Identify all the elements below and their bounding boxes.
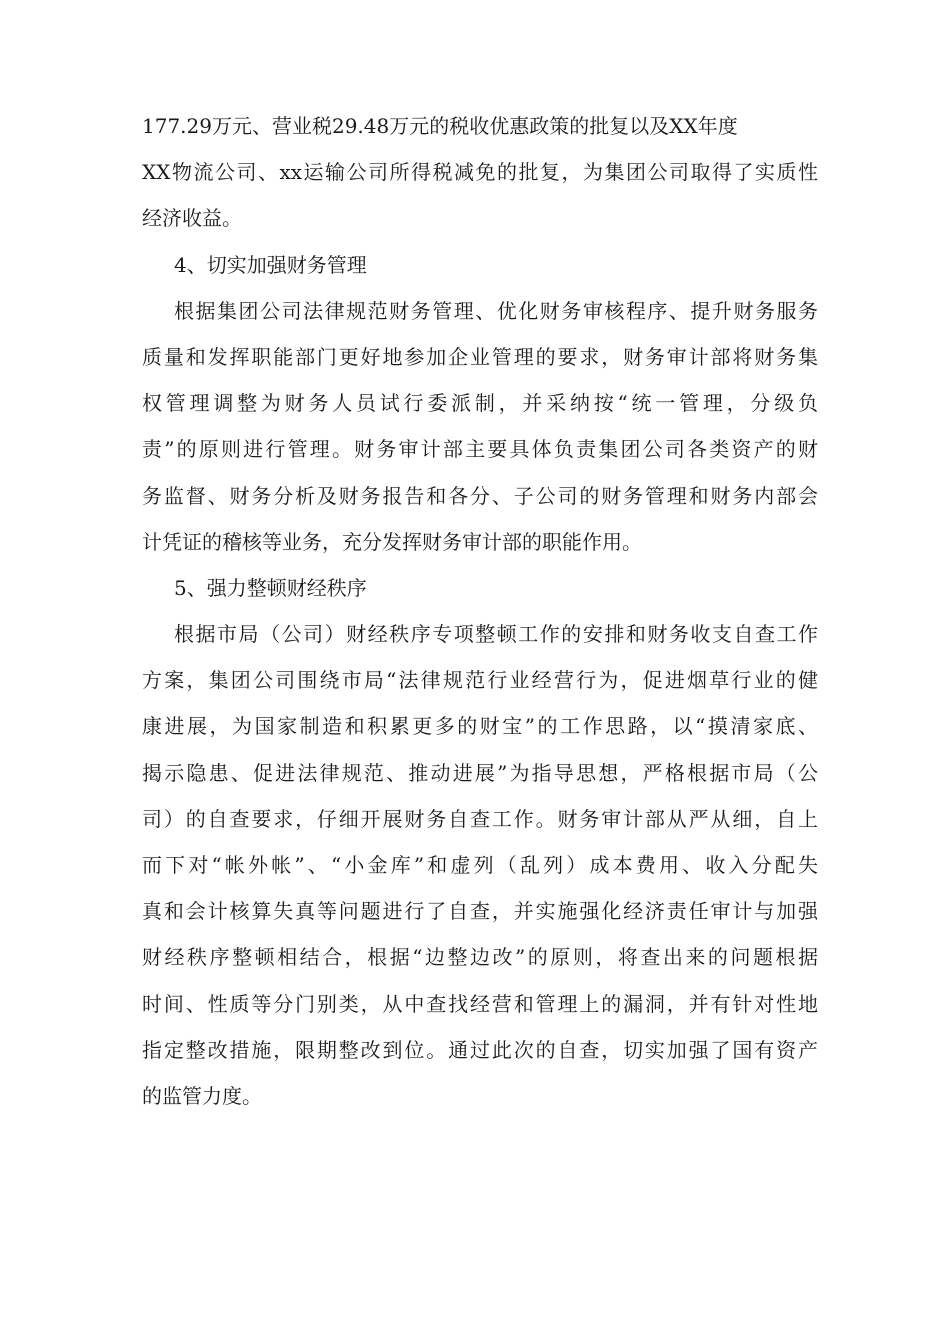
- text-line-12: 根据市局（公司）财经秩序专项整顿工作的安排和财务收支自查工作: [174, 622, 818, 647]
- text-line-3: 经济收益。: [142, 206, 242, 231]
- text-line-6: 质量和发挥职能部门更好地参加企业管理的要求，财务审计部将财务集: [142, 344, 818, 369]
- text-line-17: 而下对“帐外帐”、“小金库”和虚列（乱列）成本费用、收入分配失: [142, 853, 818, 877]
- text-line-19: 财经秩序整顿相结合，根据“边整边改”的原则，将查出来的问题根据: [142, 945, 818, 970]
- text-line-21: 指定整改措施，限期整改到位。通过此次的自查，切实加强了国有资产: [142, 1037, 818, 1062]
- text-line-8: 责”的原则进行管理。财务审计部主要具体负责集团公司各类资产的财: [142, 437, 818, 462]
- text-line-14: 康进展，为国家制造和积累更多的财宝”的工作思路，以“摸清家底、: [142, 714, 818, 739]
- text-line-5: 根据集团公司法律规范财务管理、优化财务审核程序、提升财务服务: [174, 298, 818, 323]
- text-line-9: 务监督、财务分析及财务报告和各分、子公司的财务管理和财务内部会: [142, 483, 818, 508]
- text-line-22: 的监管力度。: [142, 1083, 262, 1108]
- section-heading-5: 5、强力整顿财经秩序: [174, 575, 367, 600]
- text-line-16: 司）的自查要求，仔细开展财务自查工作。财务审计部从严从细，自上: [142, 806, 818, 831]
- text-line-15: 揭示隐患、促进法律规范、推动进展”为指导思想，严格根据市局（公: [142, 760, 818, 785]
- document-body: [142, 103, 818, 1119]
- text-line-18: 真和会计核算失真等问题进行了自查，并实施强化经济责任审计与加强: [142, 899, 818, 924]
- text-line-7: 权管理调整为财务人员试行委派制，并采纳按“统一管理，分级负: [142, 391, 818, 416]
- text-line-1: 177.29万元、营业税29.48万元的税收优惠政策的批复以及XX年度: [142, 114, 738, 138]
- section-heading-4: 4、切实加强财务管理: [174, 252, 367, 277]
- text-line-10: 计凭证的稽核等业务，充分发挥财务审计部的职能作用。: [142, 529, 642, 554]
- text-line-13: 方案，集团公司围绕市局“法律规范行业经营行为，促进烟草行业的健: [142, 668, 818, 693]
- text-line-20: 时间、性质等分门别类，从中查找经营和管理上的漏洞，并有针对性地: [142, 991, 818, 1016]
- text-line-2: XX物流公司、xx运输公司所得税减免的批复，为集团公司取得了实质性: [142, 160, 818, 185]
